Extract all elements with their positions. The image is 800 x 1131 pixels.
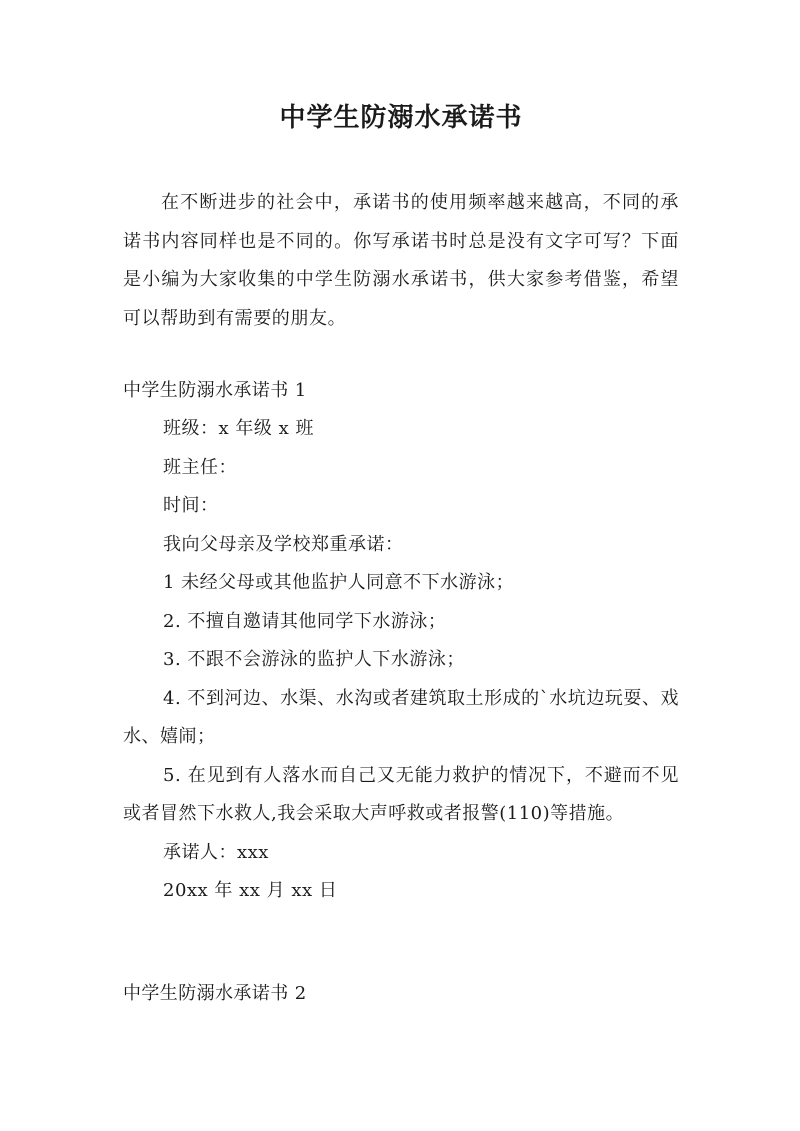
section-body-1: [123, 410, 679, 911]
document-page: [123, 0, 679, 1131]
pledge-item-1: 1 未经父母或其他监护人同意不下水游泳；: [163, 572, 515, 593]
time-line: 时间：: [163, 495, 219, 516]
section-heading-2: 中学生防溺水承诺书 2: [123, 983, 307, 1004]
intro-paragraph: 在不断进步的社会中，承诺书的使用频率越来越高，不同的承诺书内容同样也是不同的。你写承诺书时总是没有文字可写？下面是小编为大家收集的中学生防溺水承诺书，供大家参考借鉴，希望可以帮助到有需要的朋友。: [123, 192, 679, 329]
class-line: 班级：x 年级 x 班: [163, 418, 314, 439]
pledge-item-4: 4. 不到河边、水渠、水沟或者建筑取土形成的`水坑边玩耍、戏水、嬉闹；: [123, 687, 679, 747]
document-title: 中学生防溺水承诺书: [279, 103, 523, 133]
pledge-item-2: 2. 不擅自邀请其他同学下水游泳；: [163, 610, 447, 632]
signer-line: 承诺人：xxx: [163, 841, 269, 863]
pledge-intro-line: 我向父母亲及学校郑重承诺：: [163, 533, 404, 555]
section-heading-1: 中学生防溺水承诺书 1: [123, 380, 307, 401]
date-line: 20xx 年 xx 月 xx 日: [163, 880, 338, 901]
pledge-item-5: 5. 在见到有人落水而自己又无能力救护的情况下，不避而不见或者冒然下水救人,我会采取大声呼救或者报警(110)等措施。: [123, 764, 679, 824]
pledge-item-3: 3. 不跟不会游泳的监护人下水游泳；: [163, 649, 465, 670]
head-teacher-line: 班主任：: [163, 456, 237, 478]
